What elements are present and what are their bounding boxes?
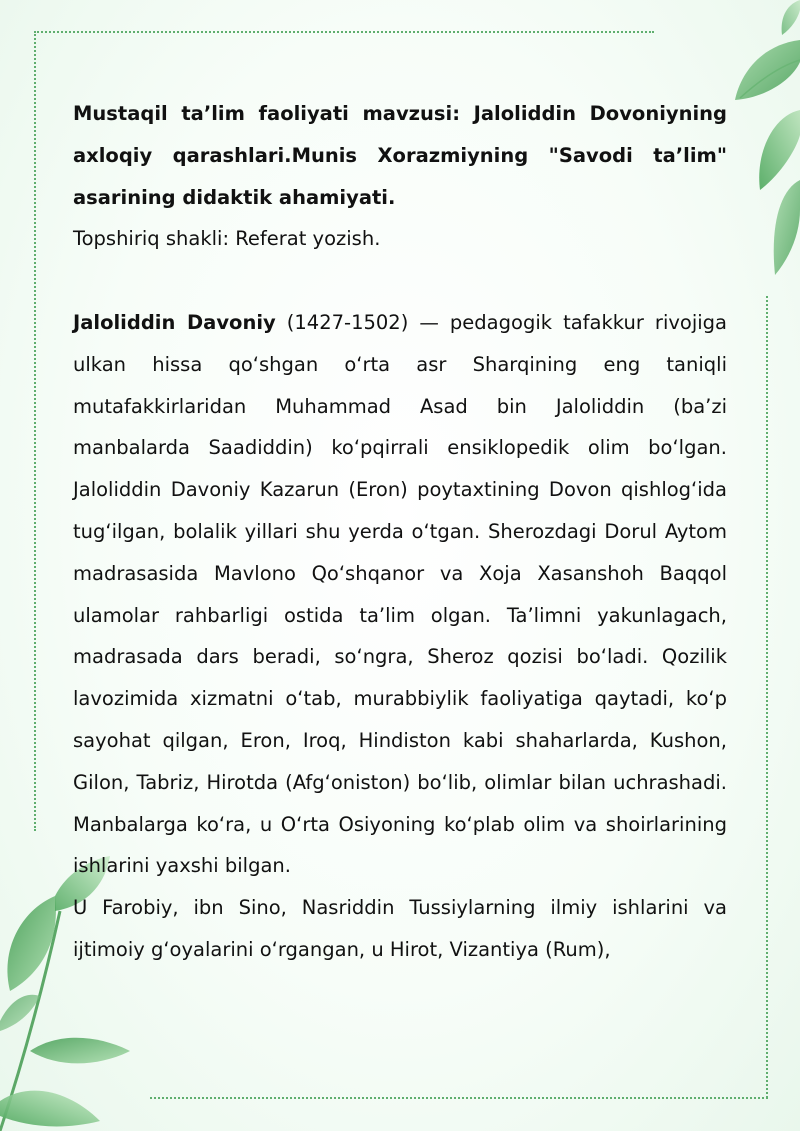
paragraph-2: U Farobiy, ibn Sino, Nasriddin Tussiylarning ilmiy ishlarini va ijtimoiy g‘oyalarini o‘rgangan, u Hirot, Vizantiya (Rum), (73, 896, 727, 961)
task-line: Topshiriq shakli: Referat yozish. (73, 227, 381, 251)
document-body (73, 93, 727, 971)
paragraph-1-lead-name: Jaloliddin Davoniy (73, 310, 276, 334)
paragraph-1-text: (1427-1502) — pedagogik tafakkur rivojiga ulkan hissa qo‘shgan o‘rta asr Sharqining eng taniqli mutafakkirlaridan Muhammad Asad bin Jaloliddin (ba’zi manbalarda Saadiddin) ko‘pqirrali ensiklopedik olim bo‘lgan. Jaloliddin Davoniy Kazarun (Eron) poytaxtining Dovon qishlog‘ida tug‘ilgan, bolalik yillari shu yerda o‘tgan. Sherozdagi Dorul Aytom madrasasida Mavlono Qo‘shqanor va Xoja Xasanshoh Baqqol ulamolar rahbarligi ostida ta’lim olgan. Ta’limni yakunlagach, madrasada dars beradi, so‘ngra, Sheroz qozisi bo‘ladi. Qozilik lavozimida xizmatni o‘tab, murabbiylik faoliyatiga qaytadi, ko‘p sayohat qilgan, Eron, Iroq, Hindiston kabi shaharlarda, Kushon, Gilon, Tabriz, Hirotda (Afg‘oniston) bo‘lib, olimlar bilan uchrashadi. Manbalarga ko‘ra, u O‘rta Osiyoning ko‘plab olim va shoirlarining ishlarini yaxshi bilgan. (73, 310, 727, 878)
document-title: Mustaqil ta’lim faoliyati mavzusi: Jaloliddin Dovoniyning axloqiy qarashlari.Munis Xorazmiyning "Savodi ta’lim" asarining didaktik ahamiyati. (73, 102, 727, 209)
dotted-border-left (34, 31, 36, 831)
paragraph-spacer (73, 260, 727, 302)
paragraph-1 (73, 302, 727, 887)
dotted-border-top (34, 31, 654, 33)
dotted-border-bottom (150, 1097, 768, 1099)
dotted-border-right (766, 296, 768, 1098)
